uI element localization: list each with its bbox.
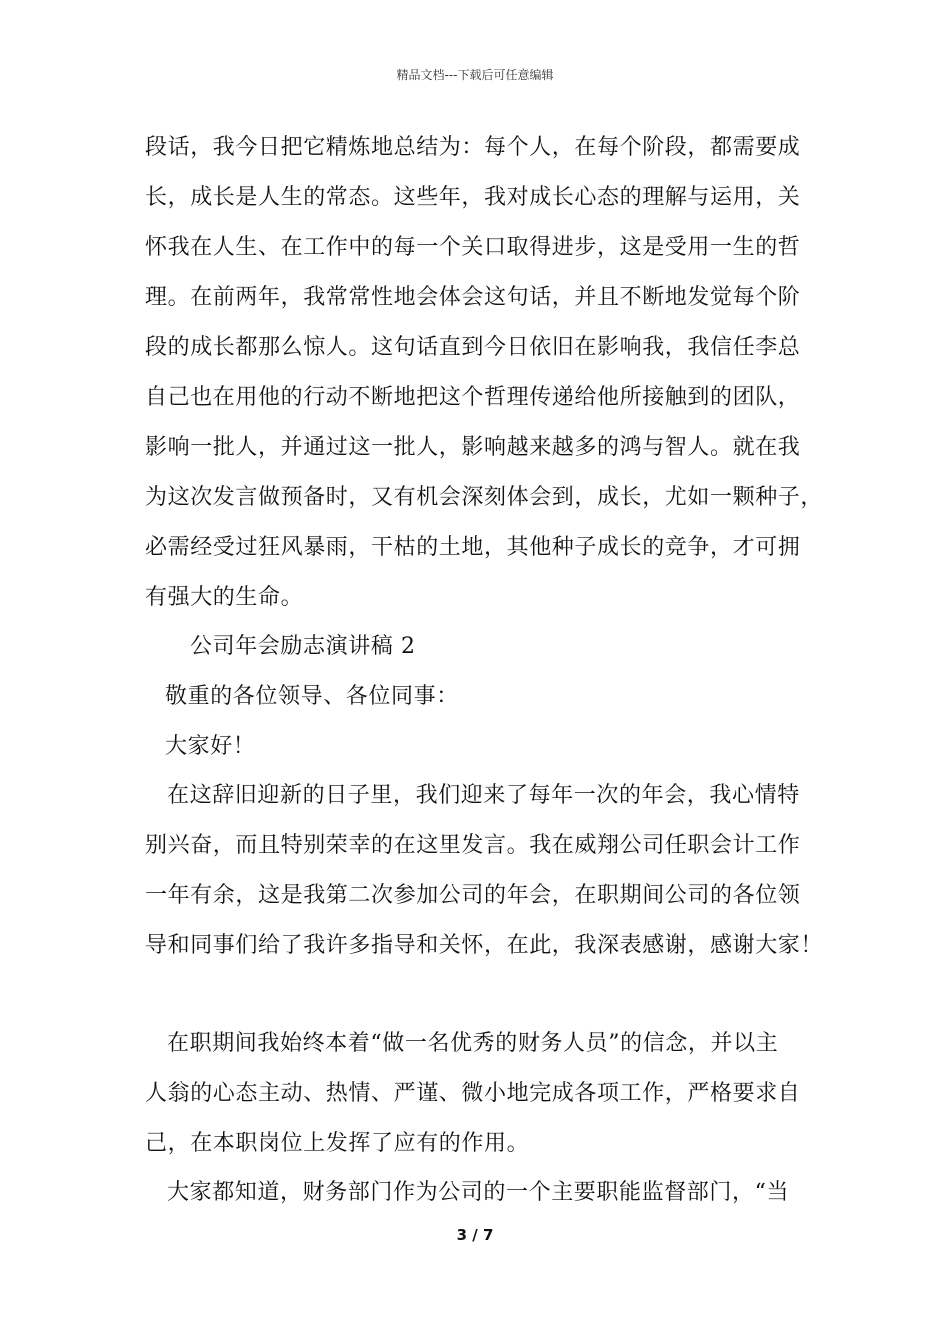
greeting: 大家好！ <box>165 734 256 759</box>
paragraph-line: 为这次发言做预备时，又有机会深刻体会到，成长，尤如一颗种子， <box>145 485 824 510</box>
paragraph-line: 大家都知道，财务部门作为公司的一个主要职能监督部门，“当 <box>167 1180 790 1205</box>
paragraph-line: 段的成长都那么惊人。这句话直到今日依旧在影响我，我信任李总 <box>145 335 801 360</box>
paragraph-line: 人翁的心态主动、热情、严谨、微小地完成各项工作，严格要求自 <box>145 1081 801 1106</box>
paragraph-line: 一年有余，这是我第二次参加公司的年会，在职期间公司的各位领 <box>145 883 801 908</box>
paragraph-line: 在职期间我始终本着“做一名优秀的财务人员”的信念，并以主 <box>167 1031 779 1056</box>
paragraph-line: 必需经受过狂风暴雨，干枯的土地，其他种子成长的竞争，才可拥 <box>145 535 801 560</box>
paragraph-line: 导和同事们给了我许多指导和关怀，在此，我深表感谢，感谢大家！ <box>145 933 824 958</box>
paragraph-line: 段话，我今日把它精炼地总结为：每个人，在每个阶段，都需要成 <box>145 135 801 160</box>
page-number: 3 / 7 <box>456 1226 494 1244</box>
page-header: 精品文档---下载后可任意编辑 <box>396 68 554 82</box>
paragraph-line: 长，成长是人生的常态。这些年，我对成长心态的理解与运用，关 <box>145 185 801 210</box>
paragraph-line: 别兴奋，而且特别荣幸的在这里发言。我在威翔公司任职会计工作 <box>145 833 801 858</box>
paragraph-line: 怀我在人生、在工作中的每一个关口取得进步，这是受用一生的哲 <box>145 235 801 260</box>
paragraph-line: 己，在本职岗位上发挥了应有的作用。 <box>145 1131 530 1156</box>
section-title: 公司年会励志演讲稿 2 <box>190 634 416 659</box>
paragraph-line: 理。在前两年，我常常性地会体会这句话，并且不断地发觉每个阶 <box>145 285 801 310</box>
paragraph-line: 影响一批人，并通过这一批人，影响越来越多的鸿与智人。就在我 <box>145 435 801 460</box>
paragraph-line: 有强大的生命。 <box>145 585 304 610</box>
paragraph-line: 自己也在用他的行动不断地把这个哲理传递给他所接触到的团队， <box>145 385 801 410</box>
salutation: 敬重的各位领导、各位同事： <box>165 684 459 709</box>
paragraph-line: 在这辞旧迎新的日子里，我们迎来了每年一次的年会，我心情特 <box>167 783 800 808</box>
